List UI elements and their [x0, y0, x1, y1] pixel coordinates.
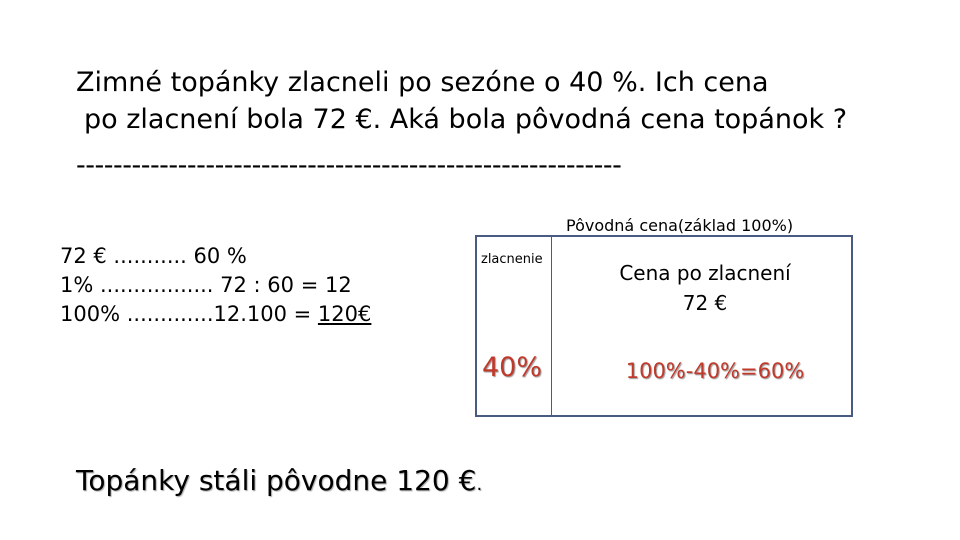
answer-period: .: [476, 474, 483, 495]
separator-line: -----------------------------------------------------------: [76, 150, 622, 181]
price-after-value: 72 €: [682, 291, 728, 315]
calculation-block: [60, 242, 371, 329]
discount-percent: 40%: [482, 352, 543, 383]
problem-line-1: Zimné topánky zlacneli po sezóne o 40 %. Ich cena: [76, 67, 769, 98]
calc-row-3-prefix: 100% .............12.100 =: [60, 302, 318, 326]
calc-row-2: 1% ................. 72 : 60 = 12: [60, 273, 352, 297]
calc-row-1: 72 € ........... 60 %: [60, 244, 247, 268]
problem-line-2: po zlacnení bola 72 €. Aká bola pôvodná cena topánok ?: [84, 104, 848, 135]
price-after-label: Cena po zlacnení: [619, 261, 791, 285]
diagram-divider: [551, 237, 552, 415]
problem-statement: [76, 64, 847, 138]
base-price-label: Pôvodná cena(základ 100%): [566, 216, 794, 235]
price-after-discount: [560, 258, 850, 318]
discount-segment-label: zlacnenie: [481, 252, 543, 267]
remaining-percent-formula: 100%-40%=60%: [625, 359, 805, 383]
calc-result: 120€: [317, 302, 372, 326]
calc-row-3: [60, 300, 371, 329]
answer-sentence: [76, 464, 482, 497]
answer-text: Topánky stáli pôvodne 120 €: [76, 464, 477, 497]
